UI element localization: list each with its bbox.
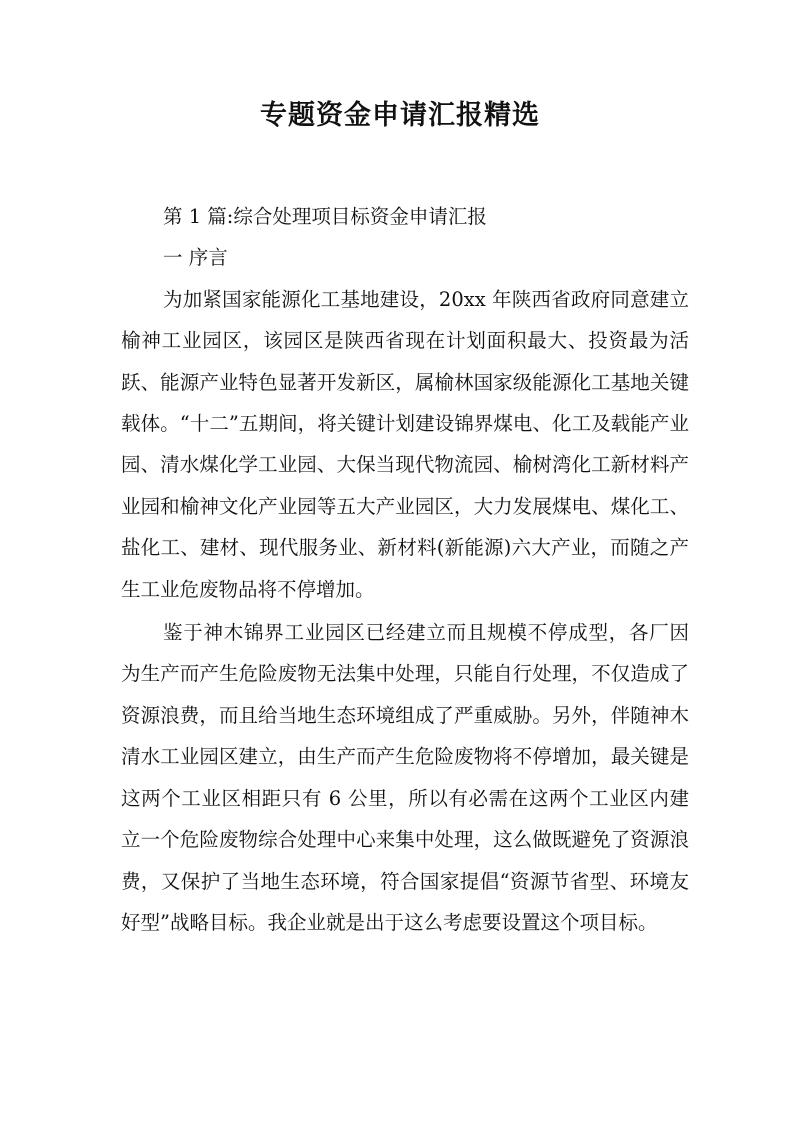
paragraph-1: 为加紧国家能源化工基地建设，20xx 年陕西省政府同意建立榆神工业园区，该园区是陕西省现在计划面积最大、投资最为活跃、能源产业特色显著开发新区，属榆林国家级能源化工基地关键载体。“十二”五期间，将关键计划建设锦界煤电、化工及载能产业园、清水煤化学工业园、大保当现代物流园、榆树湾化工新材料产业园和榆神文化产业园等五大产业园区，大力发展煤电、煤化工、盐化工、建材、现代服务业、新材料(新能源)六大产业，而随之产生工业危废物品将不停增加。 [121,287,689,601]
document-body [121,196,689,943]
paragraph-2: 鉴于神木锦界工业园区已经建立而且规模不停成型，各厂因为生产而产生危险废物无法集中处理，只能自行处理，不仅造成了资源浪费，而且给当地生态环境组成了严重威胁。另外，伴随神木清水工业园区建立，由生产而产生危险废物将不停增加，最关键是这两个工业区相距只有 6 公里，所以有必需在这两个工业区内建立一个危险废物综合处理中心来集中处理，这么做既避免了资源浪费，又保护了当地生态环境，符合国家提倡“资源节省型、环境友好型”战略目标。我企业就是出于这么考虑要设置这个项目标。 [121,621,689,934]
document-title: 专题资金申请汇报精选 [260,100,540,131]
subheading: 一 序言 [163,246,228,270]
section-heading: 第 1 篇:综合处理项目标资金申请汇报 [163,205,487,228]
